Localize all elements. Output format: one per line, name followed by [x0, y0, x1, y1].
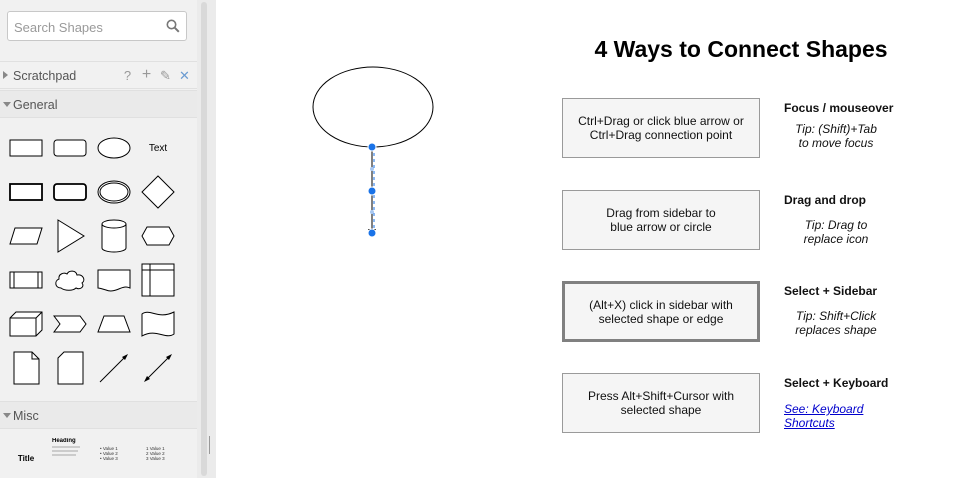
help-icon[interactable]: ? — [123, 68, 132, 83]
rectangle-shape[interactable] — [6, 128, 46, 168]
hexagon-shape[interactable] — [138, 216, 178, 256]
way-box-select-sidebar[interactable]: (Alt+X) click in sidebar with selected shape or edge — [562, 281, 760, 342]
ellipse-shape[interactable] — [94, 128, 134, 168]
process-shape[interactable] — [6, 260, 46, 300]
misc-label: Misc — [13, 409, 39, 423]
search-icon[interactable] — [166, 19, 180, 33]
search-input[interactable] — [14, 18, 164, 36]
parallelogram-shape[interactable] — [6, 216, 46, 256]
chevron-right-icon — [3, 71, 8, 79]
step-shape[interactable] — [50, 304, 90, 344]
rounded-rectangle-shape[interactable] — [50, 128, 90, 168]
way-tip-focus[interactable]: Tip: (Shift)+Tab to move focus — [795, 122, 877, 150]
diagram-title[interactable]: 4 Ways to Connect Shapes — [594, 36, 888, 62]
way-box-focus[interactable]: Ctrl+Drag or click blue arrow or Ctrl+Drag connection point — [562, 98, 760, 158]
way-tip-select-sidebar[interactable]: Tip: Shift+Click replaces shape — [795, 309, 877, 337]
general-palette — [0, 118, 197, 401]
document-shape[interactable] — [94, 260, 134, 300]
heading-shape-label: Heading — [52, 438, 76, 444]
placeholder-line — [52, 446, 80, 448]
misc-palette — [0, 430, 197, 478]
bold-rounded-rectangle-shape[interactable] — [50, 172, 90, 212]
title-shape[interactable]: Title — [17, 453, 35, 463]
close-icon[interactable]: ✕ — [179, 68, 190, 83]
bullet-list-shape[interactable]: • Value 1 • Value 2 • Value 3 — [100, 446, 118, 461]
add-icon[interactable]: + — [141, 66, 152, 83]
ellipse-node[interactable] — [313, 67, 433, 147]
keyboard-shortcuts-link[interactable]: See: Keyboard Shortcuts — [784, 402, 864, 430]
cylinder-shape[interactable] — [94, 216, 134, 256]
way-tip-drag-drop[interactable]: Tip: Drag to replace icon — [803, 218, 869, 246]
bold-rectangle-shape[interactable] — [6, 172, 46, 212]
cloud-shape[interactable] — [50, 260, 90, 300]
search-box[interactable] — [7, 11, 187, 41]
cube-shape[interactable] — [6, 304, 46, 344]
list-item: Value 3 — [102, 456, 118, 461]
list-item: 1 Value 1 — [146, 446, 165, 451]
sidebar-scrollbar[interactable] — [197, 0, 216, 478]
way-heading-select-sidebar[interactable]: Select + Sidebar — [784, 284, 878, 298]
list-item: 2 Value 2 — [146, 451, 165, 456]
edge-handle-mid[interactable] — [368, 187, 376, 195]
splitter-grip-icon[interactable] — [209, 436, 213, 446]
way-heading-select-keyboard[interactable]: Select + Keyboard — [784, 376, 889, 390]
heading-shape[interactable] — [52, 438, 92, 478]
scratchpad-tools — [121, 68, 191, 84]
tape-shape[interactable] — [138, 304, 178, 344]
trapezoid-shape[interactable] — [94, 304, 134, 344]
list-item: Value 1 — [102, 446, 118, 451]
virtual-bend-handle[interactable] — [370, 210, 374, 214]
note-shape[interactable] — [6, 348, 46, 388]
triangle-shape[interactable] — [50, 216, 90, 256]
virtual-bend-handle[interactable] — [370, 167, 374, 171]
placeholder-line — [52, 454, 76, 456]
edge-handle-start[interactable] — [368, 143, 376, 151]
scrollbar-thumb[interactable] — [201, 2, 207, 476]
scratchpad-label: Scratchpad — [13, 69, 77, 83]
bidirectional-arrow-shape[interactable] — [138, 348, 178, 388]
way-box-drag-drop[interactable]: Drag from sidebar to blue arrow or circle — [562, 190, 760, 250]
scratchpad-header[interactable] — [0, 61, 197, 89]
line-shape[interactable] — [94, 348, 134, 388]
double-ellipse-shape[interactable] — [94, 172, 134, 212]
numbered-list-shape[interactable] — [146, 446, 186, 478]
way-heading-focus[interactable]: Focus / mouseover — [784, 101, 894, 115]
edge-handle-end[interactable] — [368, 229, 376, 237]
shapes-sidebar — [0, 0, 197, 478]
general-label: General — [13, 98, 58, 112]
chevron-down-icon — [3, 413, 11, 418]
internal-storage-shape[interactable] — [138, 260, 178, 300]
misc-header[interactable] — [0, 401, 197, 429]
placeholder-line — [52, 450, 78, 452]
diagram-canvas[interactable] — [216, 0, 962, 478]
text-shape[interactable]: Text — [148, 142, 168, 154]
way-box-select-keyboard[interactable]: Press Alt+Shift+Cursor with selected shape — [562, 373, 760, 433]
list-item: Value 2 — [102, 451, 118, 456]
general-header[interactable] — [0, 90, 197, 118]
list-item: 3 Value 3 — [146, 456, 165, 461]
way-heading-drag-drop[interactable]: Drag and drop — [784, 193, 867, 207]
rhombus-shape[interactable] — [138, 172, 178, 212]
card-shape[interactable] — [50, 348, 90, 388]
chevron-down-icon — [3, 102, 11, 107]
edit-icon[interactable]: ✎ — [160, 68, 171, 83]
